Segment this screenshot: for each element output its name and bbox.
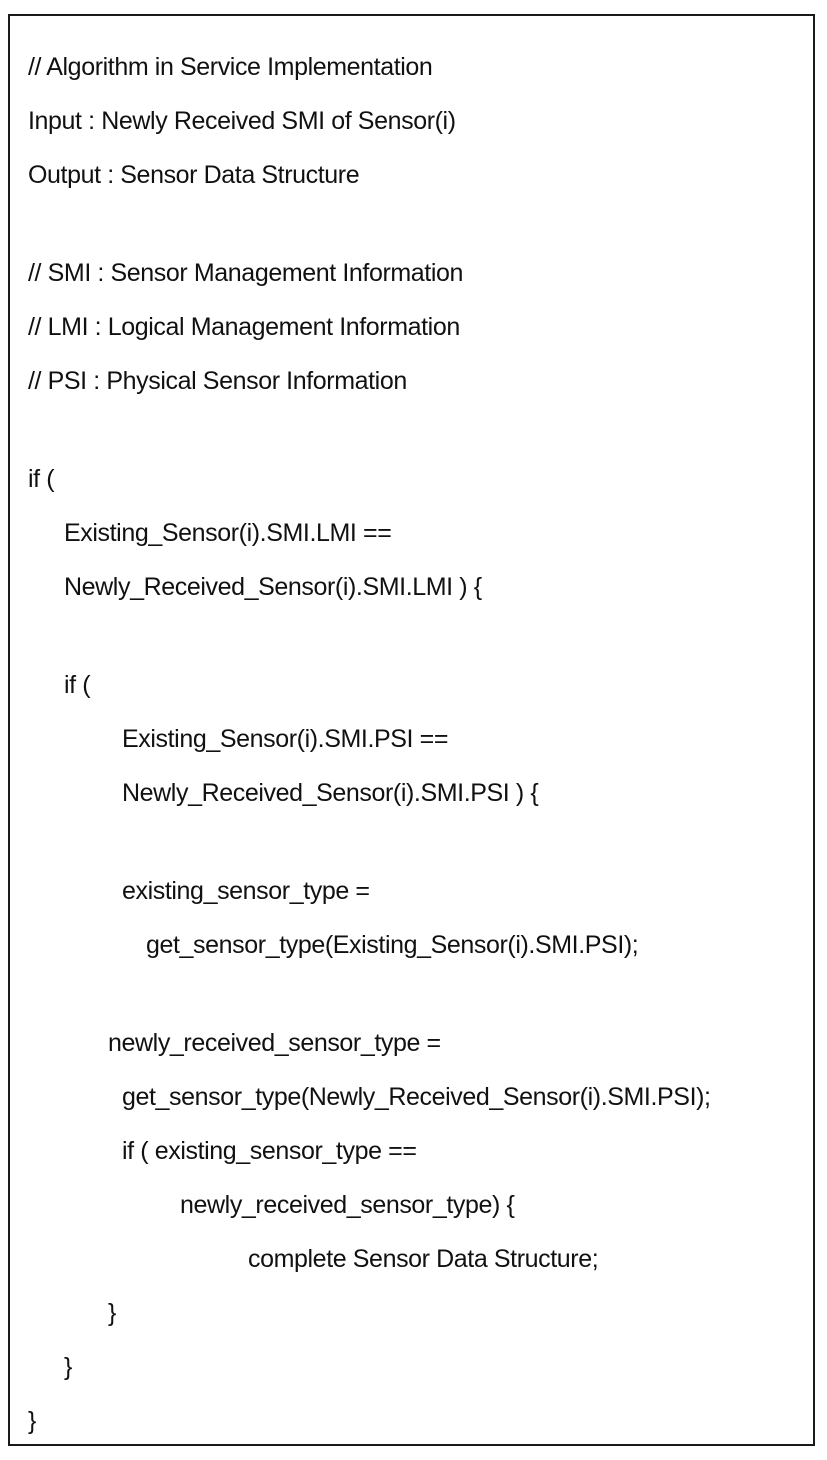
if-type-compare: if ( existing_sensor_type == <box>122 1137 417 1165</box>
close-brace-middle: } <box>64 1353 72 1381</box>
complete-structure: complete Sensor Data Structure; <box>248 1245 599 1273</box>
psi-newly-received: Newly_Received_Sensor(i).SMI.PSI ) { <box>122 779 539 807</box>
lmi-existing: Existing_Sensor(i).SMI.LMI == <box>64 519 392 547</box>
if-psi-open: if ( <box>64 671 91 699</box>
if-lmi-open: if ( <box>28 465 55 493</box>
input-line: Input : Newly Received SMI of Sensor(i) <box>28 107 456 135</box>
comment-psi: // PSI : Physical Sensor Information <box>28 367 407 395</box>
existing-type-call: get_sensor_type(Existing_Sensor(i).SMI.PSI); <box>146 931 639 959</box>
lmi-newly-received: Newly_Received_Sensor(i).SMI.LMI ) { <box>64 573 482 601</box>
psi-existing: Existing_Sensor(i).SMI.PSI == <box>122 725 449 753</box>
comment-smi: // SMI : Sensor Management Information <box>28 259 464 287</box>
close-brace-inner: } <box>108 1299 116 1327</box>
newly-type-assign: newly_received_sensor_type = <box>108 1029 441 1057</box>
comment-title: // Algorithm in Service Implementation <box>28 53 433 81</box>
algorithm-box <box>8 14 815 1446</box>
comment-lmi: // LMI : Logical Management Information <box>28 313 460 341</box>
close-brace-outer: } <box>28 1407 36 1435</box>
existing-type-assign: existing_sensor_type = <box>122 877 370 905</box>
newly-type-call: get_sensor_type(Newly_Received_Sensor(i).SMI.PSI); <box>122 1083 711 1111</box>
type-compare-rhs: newly_received_sensor_type) { <box>180 1191 515 1219</box>
output-line: Output : Sensor Data Structure <box>28 161 360 189</box>
